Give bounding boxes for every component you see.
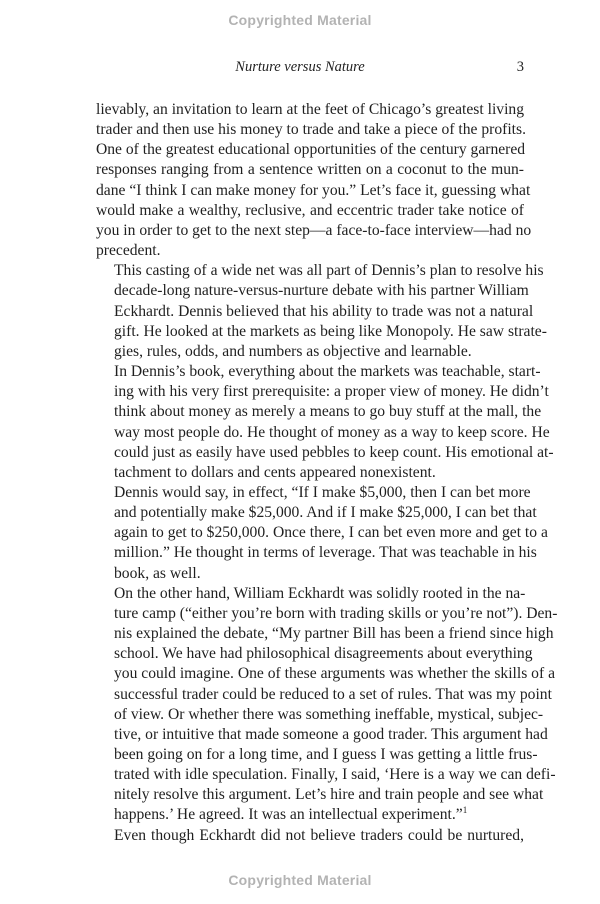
text-line: gift. He looked at the markets as being like Monopoly. He saw strate-	[114, 322, 547, 340]
text-line: Eckhardt. Dennis believed that his ability to trade was not a natural	[114, 302, 534, 320]
text-line: gies, rules, odds, and numbers as objective and learnable.	[114, 342, 472, 360]
text-line: decade-long nature-versus-nurture debate with his partner William	[114, 282, 529, 300]
text-line: of view. Or whether there was something ineffable, mystical, subjec-	[114, 705, 544, 723]
text-line: ture camp (“either you’re born with trading skills or you’re not”). Den-	[114, 604, 558, 622]
text-line: On the other hand, William Eckhardt was solidly rooted in the na-	[114, 584, 526, 602]
text-line: nitely resolve this argument. Let’s hire and train people and see what	[114, 786, 544, 804]
text-line: you in order to get to the next step—a face-to-face interview—had no	[96, 221, 532, 239]
text-line: nis explained the debate, “My partner Bill has been a friend since high	[114, 625, 554, 643]
text-line: could just as easily have used pebbles to keep count. His emotional at-	[114, 443, 554, 461]
paragraph	[96, 261, 547, 362]
copyright-watermark-top: Copyrighted Material	[228, 12, 372, 28]
text-line: tachment to dollars and cents appeared nonexistent.	[114, 463, 436, 481]
text-line: responses ranging from a sentence written on a coconut to the mun-	[96, 161, 524, 179]
text-line: In Dennis’s book, everything about the markets was teachable, start-	[114, 363, 541, 381]
text-line: One of the greatest educational opportunities of the century garnered	[96, 141, 526, 159]
body-text	[96, 100, 558, 846]
text-line: Dennis would say, in effect, “If I make $5,000, then I can bet more	[114, 483, 531, 501]
text-line: This casting of a wide net was all part of Dennis’s plan to resolve his	[114, 262, 544, 280]
text-line: successful trader could be reduced to a set of rules. That was my point	[114, 685, 552, 703]
paragraph	[96, 584, 558, 826]
text-line: tive, or intuitive that made someone a good trader. This argument had	[114, 725, 548, 743]
page-number: 3	[516, 59, 524, 75]
text-line: and potentially make $25,000. And if I make $25,000, I can bet that	[114, 504, 537, 522]
paragraph	[96, 100, 532, 261]
text-line: trader and then use his money to trade and take a piece of the profits.	[96, 121, 526, 139]
text-line: you could imagine. One of these arguments was whether the skills of a	[114, 665, 555, 683]
text-line: school. We have had philosophical disagreements about everything	[114, 645, 533, 663]
text-line: trated with idle speculation. Finally, I said, ‘Here is a way we can defi-	[114, 766, 556, 784]
running-head	[96, 59, 524, 79]
text-line: happens.’ He agreed. It was an intellectual experiment.”$^1$	[114, 805, 468, 824]
text-line: again to get to $250,000. Once there, I can bet even more and get to a	[114, 524, 548, 542]
text-line: would make a wealthy, reclusive, and eccentric trader take notice of	[96, 201, 524, 219]
paragraph	[96, 826, 524, 846]
text-line: think about money as merely a means to go buy stuff at the mall, the	[114, 403, 542, 421]
paragraph	[96, 362, 554, 483]
text-line: dane “I think I can make money for you.” Let’s face it, guessing what	[96, 181, 531, 199]
footnote-reference[interactable]: 1	[462, 805, 468, 816]
text-line: Even though Eckhardt did not believe traders could be nurtured,	[114, 826, 524, 844]
text-line: lievably, an invitation to learn at the feet of Chicago’s greatest living	[96, 101, 524, 118]
running-title: Nurture versus Nature	[235, 59, 365, 75]
text-line: been going on for a long time, and I guess I was getting a little frus-	[114, 746, 538, 763]
text-line: book, as well.	[114, 564, 201, 582]
text-line: million.” He thought in terms of leverage. That was teachable in his	[114, 544, 537, 562]
copyright-watermark-bottom: Copyrighted Material	[228, 872, 372, 888]
text-line: ing with his very first prerequisite: a proper view of money. He didn’t	[114, 383, 549, 401]
paragraph	[96, 483, 548, 584]
text-line: precedent.	[96, 242, 161, 260]
text-line: way most people do. He thought of money as a way to keep score. He	[114, 423, 550, 441]
